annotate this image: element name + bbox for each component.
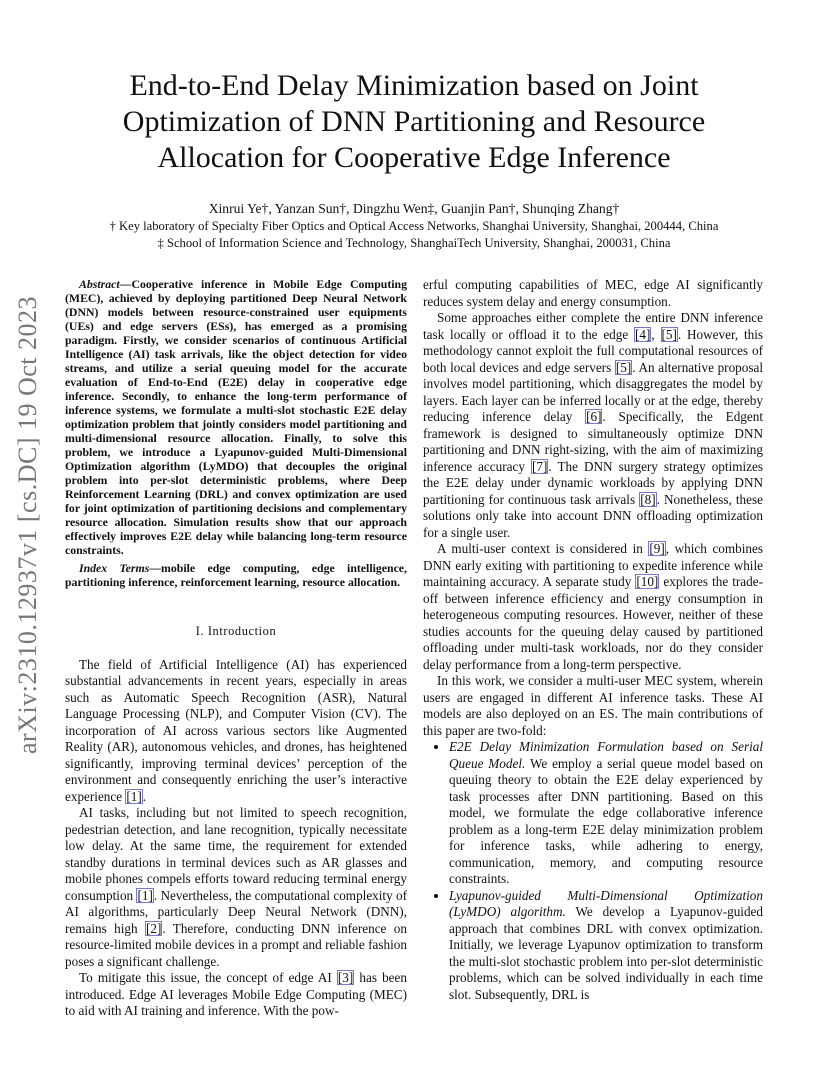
citation-link[interactable]: [6] (586, 409, 602, 424)
abstract-text: —Cooperative inference in Mobile Edge Computing (MEC), achieved by deploying partitioned Deep Neural Network (DNN) models between resource-constrained user equipments (UEs) and edge servers (ESs), has emerged as a promising paradigm. Firstly, we consider scenarios of continuous Artificial Intelligence (AI) task arrivals, like the object detection for video streams, and utilize a serial queuing model for the accurate evaluation of End-to-End (E2E) delay in cooperative edge inference. Secondly, to enhance the long-term performance of inference systems, we formulate a multi-slot stochastic E2E delay optimization problem that jointly considers model partitioning and multi-dimensional resource allocation. Finally, to solve this problem, we introduce a Lyapunov-guided Multi-Dimensional Optimization algorithm (LyMDO) that decouples the original problem into per-slot deterministic problems, where Deep Reinforcement Learning (DRL) and convex optimization are used for joint optimization of partitioning decisions and complementary resource allocation. Simulation results show that our approach effectively improves E2E delay while balancing long-term resource constraints. (65, 277, 407, 557)
intro-paragraph-1: The field of Artificial Intelligence (AI) has experienced substantial advancements in recent years, especially in areas such as Automatic Speech Recognition (ASR), Natural Language Processing (NLP), and Computer Vision (CV). The incorporation of AI across various sectors like Augmented Reality (AR), autonomous vehicles, and drones, has heightened significantly, improving terminal devices’ perception of the environment and consequently enriching the user’s interactive experience [1]. (65, 656, 407, 804)
title-line-3: Allocation for Cooperative Edge Inference (157, 141, 671, 174)
related-work-paragraph-2: A multi-user context is considered in [9], which combines DNN early exiting with partitioning to expedite inference while maintaining accuracy. A separate study [10] explores the trade-off between inference efficiency and energy consumption in heterogeneous computing resources. However, neither of these studies accounts for the queuing delay caused by partitioned offloading under multi-task workloads, nor do they consider delay performance from a long-term perspective. (423, 541, 763, 672)
abstract (65, 277, 407, 557)
arxiv-identifier (8, 285, 48, 765)
continued-paragraph: erful computing capabilities of MEC, edge AI significantly reduces system delay and energy consumption. (423, 277, 763, 309)
citation-link[interactable]: [2] (145, 920, 162, 936)
affiliation-2: ‡ School of Information Science and Technology, ShanghaiTech University, Shanghai, 200031, China (157, 236, 671, 250)
citation-link[interactable]: [5] (615, 359, 632, 375)
citation-link[interactable]: [3] (337, 970, 354, 985)
paper-title (60, 68, 768, 176)
section-heading-introduction: I. Introduction (195, 624, 277, 638)
contributions-list (423, 739, 763, 1003)
index-terms (65, 561, 407, 589)
related-work-paragraph-1: Some approaches either complete the entire DNN inference task locally or offload it to the edge [4], [5]. However, this methodology cannot exploit the full computational resources of both local devices and edge servers [5]. An alternative proposal involves model partitioning, which disaggregates the model by layers. Each layer can be inferred locally or at the edge, thereby reducing inference delay [6]. Specifically, the Edgent framework is designed to simultaneously optimize DNN partitioning and DNN right-sizing, with the aim of maximizing inference accuracy [7]. The DNN surgery strategy optimizes the E2E delay under dynamic workloads by applying DNN partitioning for continuous task arrivals [8]. Nonetheless, these solutions only take into account DNN offloading optimization for a single user. (423, 310, 764, 540)
citation-link[interactable]: [9] (649, 541, 665, 556)
contribution-item-2: • Lyapunov-guided Multi-Dimensional Optimization (LyMDO) algorithm. We develop a Lyapunov-guided approach that combines DRL with convex optimization. Initially, we leverage Lyapunov optimization to transform the multi-slot stochastic problem into per-slot deterministic problems, which can be solved individually in each time slot. Subsequently, DRL is (449, 888, 763, 1004)
citation-link[interactable]: [1] (126, 788, 142, 804)
index-terms-text: —mobile edge computing, edge intelligence, partitioning inference, reinforcement learning, resource allocation. (65, 561, 407, 589)
citation-link[interactable]: [4] (635, 326, 651, 342)
intro-paragraph-3: To mitigate this issue, the concept of edge AI [3] has been introduced. Edge AI leverages Mobile Edge Computing (MEC) to aid with AI training and inference. With the pow- (65, 970, 407, 1018)
contribution-item-1: • E2E Delay Minimization Formulation based on Serial Queue Model. We employ a serial queue model based on queuing theory to obtain the E2E delay experienced by task processes after DNN partitioning. Based on this model, we formulate the edge collaborative inference problem as a long-term E2E delay minimization problem for inference tasks, while adhering to energy, communication, memory, and computing resource constraints. (449, 739, 763, 888)
citation-link[interactable]: [1] (137, 887, 153, 903)
right-column (423, 277, 763, 1003)
index-terms-label: Index Terms (79, 561, 150, 575)
left-column (65, 277, 407, 1020)
citation-link[interactable]: [10] (636, 574, 659, 589)
citation-link[interactable]: [5] (661, 326, 677, 342)
citation-link[interactable]: [7] (531, 458, 548, 474)
citation-link[interactable]: [8] (640, 491, 656, 507)
affiliations (60, 218, 768, 252)
title-line-1: End-to-End Delay Minimization based on Joint (129, 69, 699, 102)
arxiv-stamp: arXiv:2310.12937v1 [cs.DC] 19 Oct 2023 (13, 295, 42, 755)
affiliation-1: † Key laboratory of Specialty Fiber Optics and Optical Access Networks, Shanghai University, Shanghai, 200444, China (109, 219, 719, 233)
contributions-intro: In this work, we consider a multi-user MEC system, wherein users are engaged in different AI inference tasks. These AI models are also deployed on an ES. The main contributions of this paper are two-fold: (423, 673, 763, 738)
title-line-2: Optimization of DNN Partitioning and Resource (122, 105, 706, 138)
author-list: Xinrui Ye†, Yanzan Sun†, Dingzhu Wen‡, Guanjin Pan†, Shunqing Zhang† (208, 201, 620, 216)
abstract-label: Abstract (79, 277, 120, 291)
intro-paragraph-2: AI tasks, including but not limited to speech recognition, pedestrian detection, and lane recognition, typically necessitate low delay. At the same time, the requirement for extended standby durations in terminal devices such as AR glasses and mobile phones compels efforts toward reducing terminal energy consumption [1]. Nevertheless, the computational complexity of AI algorithms, particularly Deep Neural Network (DNN), remains high [2]. Therefore, conducting DNN inference on resource-limited mobile devices in a prompt and reliable fashion poses a significant challenge. (65, 805, 407, 969)
